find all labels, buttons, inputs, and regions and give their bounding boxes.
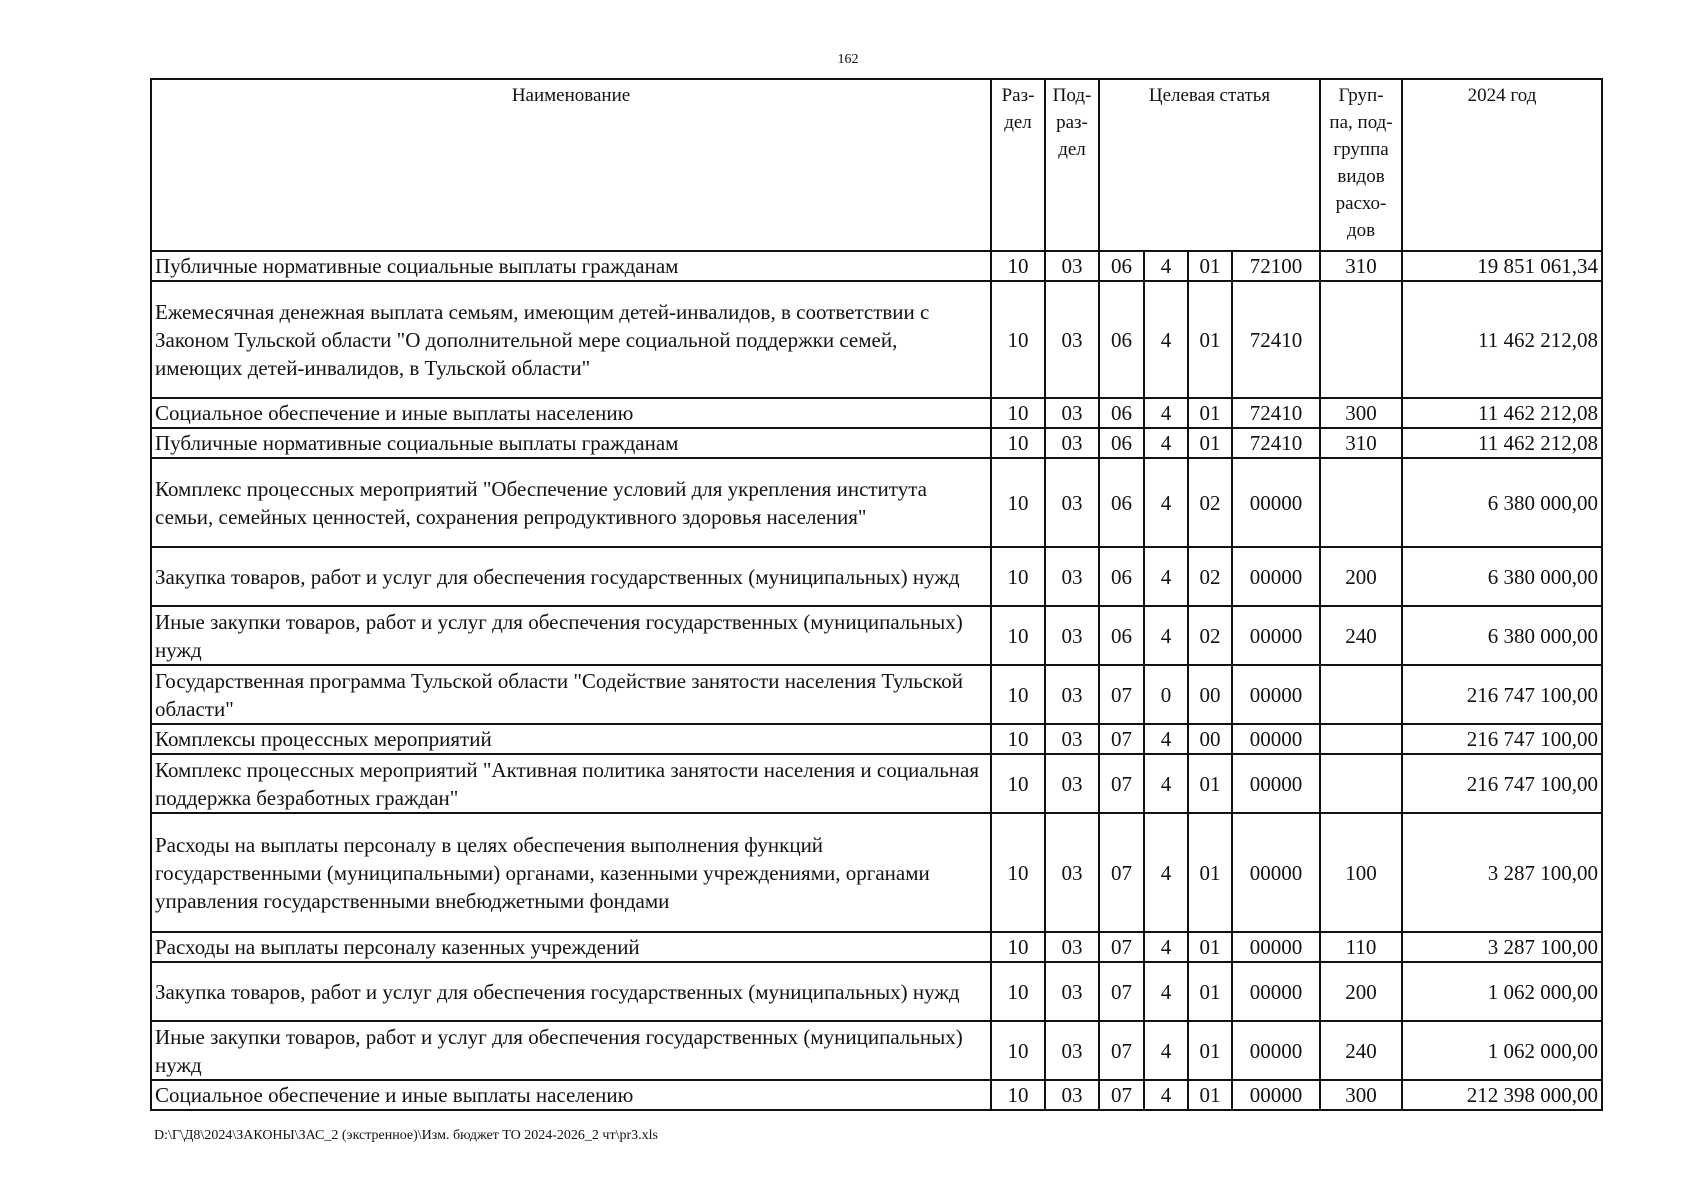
row-razdel: 10 xyxy=(991,281,1045,398)
row-target-element: 01 xyxy=(1188,251,1232,281)
header-tselevaya-statya: Целевая статья xyxy=(1099,79,1320,251)
row-razdel: 10 xyxy=(991,962,1045,1021)
file-path-footer: D:\Г\Д8\2024\ЗАКОНЫ\ЗАС_2 (экстренное)\Изм. бюджет ТО 2024-2026_2 чт\pr3.xls xyxy=(154,1128,658,1143)
row-expense-group: 200 xyxy=(1320,962,1402,1021)
row-target-program: 06 xyxy=(1099,428,1144,458)
row-name: Расходы на выплаты персоналу казенных учреждений xyxy=(151,932,991,962)
row-target-element: 01 xyxy=(1188,428,1232,458)
row-podrazdel: 03 xyxy=(1045,813,1099,932)
row-name: Социальное обеспечение и иные выплаты населению xyxy=(151,1080,991,1110)
row-razdel: 10 xyxy=(991,398,1045,428)
row-target-type: 4 xyxy=(1144,458,1188,547)
table-row xyxy=(151,458,1602,547)
row-podrazdel: 03 xyxy=(1045,754,1099,813)
table-row xyxy=(151,724,1602,754)
row-amount: 216 747 100,00 xyxy=(1402,754,1602,813)
row-target-type: 4 xyxy=(1144,547,1188,606)
row-target-direction: 00000 xyxy=(1232,1021,1320,1080)
budget-table xyxy=(150,78,1603,1111)
header-podrazdel: Под- раз- дел xyxy=(1045,79,1099,251)
row-amount: 11 462 212,08 xyxy=(1402,398,1602,428)
row-target-program: 06 xyxy=(1099,458,1144,547)
row-target-program: 07 xyxy=(1099,1080,1144,1110)
header-gruppa-vidov-raskhodov: Груп- па, под- группа видов расхо- дов xyxy=(1320,79,1402,251)
row-target-direction: 00000 xyxy=(1232,665,1320,724)
row-amount: 11 462 212,08 xyxy=(1402,428,1602,458)
row-target-program: 06 xyxy=(1099,547,1144,606)
row-target-direction: 00000 xyxy=(1232,932,1320,962)
row-target-direction: 00000 xyxy=(1232,813,1320,932)
row-target-element: 01 xyxy=(1188,754,1232,813)
row-expense-group xyxy=(1320,281,1402,398)
row-razdel: 10 xyxy=(991,1021,1045,1080)
table-row xyxy=(151,813,1602,932)
table-row xyxy=(151,606,1602,665)
row-target-type: 4 xyxy=(1144,724,1188,754)
row-amount: 216 747 100,00 xyxy=(1402,724,1602,754)
row-target-element: 01 xyxy=(1188,962,1232,1021)
row-target-direction: 72410 xyxy=(1232,281,1320,398)
row-target-type: 4 xyxy=(1144,251,1188,281)
row-target-program: 06 xyxy=(1099,251,1144,281)
row-target-type: 4 xyxy=(1144,1080,1188,1110)
row-amount: 6 380 000,00 xyxy=(1402,458,1602,547)
row-razdel: 10 xyxy=(991,1080,1045,1110)
row-amount: 1 062 000,00 xyxy=(1402,1021,1602,1080)
row-podrazdel: 03 xyxy=(1045,398,1099,428)
row-amount: 11 462 212,08 xyxy=(1402,281,1602,398)
row-razdel: 10 xyxy=(991,724,1045,754)
row-expense-group: 310 xyxy=(1320,251,1402,281)
row-name: Публичные нормативные социальные выплаты гражданам xyxy=(151,251,991,281)
row-name: Иные закупки товаров, работ и услуг для обеспечения государственных (муниципальных) нужд xyxy=(151,606,991,665)
row-podrazdel: 03 xyxy=(1045,1021,1099,1080)
row-expense-group: 240 xyxy=(1320,606,1402,665)
row-expense-group xyxy=(1320,724,1402,754)
row-target-direction: 00000 xyxy=(1232,1080,1320,1110)
table-row xyxy=(151,398,1602,428)
table-header-row xyxy=(151,79,1602,251)
row-target-program: 07 xyxy=(1099,813,1144,932)
row-target-direction: 00000 xyxy=(1232,458,1320,547)
row-expense-group: 240 xyxy=(1320,1021,1402,1080)
row-target-program: 07 xyxy=(1099,932,1144,962)
row-amount: 3 287 100,00 xyxy=(1402,932,1602,962)
table-row xyxy=(151,547,1602,606)
row-target-direction: 00000 xyxy=(1232,606,1320,665)
row-razdel: 10 xyxy=(991,813,1045,932)
row-podrazdel: 03 xyxy=(1045,281,1099,398)
row-razdel: 10 xyxy=(991,458,1045,547)
row-name: Закупка товаров, работ и услуг для обеспечения государственных (муниципальных) нужд xyxy=(151,962,991,1021)
row-target-type: 0 xyxy=(1144,665,1188,724)
row-target-type: 4 xyxy=(1144,754,1188,813)
row-expense-group xyxy=(1320,754,1402,813)
row-target-type: 4 xyxy=(1144,606,1188,665)
row-podrazdel: 03 xyxy=(1045,251,1099,281)
row-target-element: 02 xyxy=(1188,547,1232,606)
row-name: Социальное обеспечение и иные выплаты населению xyxy=(151,398,991,428)
row-name: Государственная программа Тульской области "Содействие занятости населения Тульской области" xyxy=(151,665,991,724)
row-target-direction: 00000 xyxy=(1232,754,1320,813)
row-target-direction: 72410 xyxy=(1232,398,1320,428)
row-name: Иные закупки товаров, работ и услуг для обеспечения государственных (муниципальных) нужд xyxy=(151,1021,991,1080)
row-expense-group xyxy=(1320,665,1402,724)
row-target-element: 01 xyxy=(1188,813,1232,932)
row-target-program: 07 xyxy=(1099,754,1144,813)
row-razdel: 10 xyxy=(991,932,1045,962)
row-target-element: 01 xyxy=(1188,398,1232,428)
row-target-program: 07 xyxy=(1099,665,1144,724)
row-razdel: 10 xyxy=(991,665,1045,724)
row-podrazdel: 03 xyxy=(1045,724,1099,754)
row-target-program: 06 xyxy=(1099,281,1144,398)
row-podrazdel: 03 xyxy=(1045,1080,1099,1110)
table-row xyxy=(151,754,1602,813)
row-razdel: 10 xyxy=(991,428,1045,458)
row-target-element: 01 xyxy=(1188,1021,1232,1080)
row-name: Публичные нормативные социальные выплаты гражданам xyxy=(151,428,991,458)
row-amount: 3 287 100,00 xyxy=(1402,813,1602,932)
row-name: Комплексы процессных мероприятий xyxy=(151,724,991,754)
row-target-program: 07 xyxy=(1099,962,1144,1021)
table-body xyxy=(151,251,1602,1110)
row-name: Ежемесячная денежная выплата семьям, имеющим детей-инвалидов, в соответствии с Законом Тульской области "О дополнительной мере социальной поддержки семей, имеющих детей-инвалидов, в Тульской области" xyxy=(151,281,991,398)
table-row xyxy=(151,1080,1602,1110)
row-target-direction: 72100 xyxy=(1232,251,1320,281)
row-podrazdel: 03 xyxy=(1045,428,1099,458)
table-row xyxy=(151,1021,1602,1080)
row-amount: 1 062 000,00 xyxy=(1402,962,1602,1021)
table-row xyxy=(151,962,1602,1021)
row-target-element: 00 xyxy=(1188,724,1232,754)
row-podrazdel: 03 xyxy=(1045,962,1099,1021)
row-target-element: 00 xyxy=(1188,665,1232,724)
row-target-type: 4 xyxy=(1144,813,1188,932)
row-expense-group: 310 xyxy=(1320,428,1402,458)
row-razdel: 10 xyxy=(991,251,1045,281)
row-amount: 216 747 100,00 xyxy=(1402,665,1602,724)
row-target-element: 01 xyxy=(1188,281,1232,398)
row-amount: 6 380 000,00 xyxy=(1402,547,1602,606)
row-target-program: 06 xyxy=(1099,606,1144,665)
row-target-type: 4 xyxy=(1144,281,1188,398)
row-target-element: 01 xyxy=(1188,1080,1232,1110)
table-row xyxy=(151,665,1602,724)
table-row xyxy=(151,281,1602,398)
row-target-direction: 00000 xyxy=(1232,724,1320,754)
row-expense-group: 300 xyxy=(1320,1080,1402,1110)
row-razdel: 10 xyxy=(991,754,1045,813)
row-podrazdel: 03 xyxy=(1045,606,1099,665)
row-target-type: 4 xyxy=(1144,932,1188,962)
row-target-element: 02 xyxy=(1188,458,1232,547)
row-razdel: 10 xyxy=(991,547,1045,606)
header-year: 2024 год xyxy=(1402,79,1602,251)
row-target-type: 4 xyxy=(1144,1021,1188,1080)
page-number: 162 xyxy=(837,52,859,67)
row-name: Комплекс процессных мероприятий "Обеспечение условий для укрепления института семьи, семейных ценностей, сохранения репродуктивного здоровья населения" xyxy=(151,458,991,547)
row-expense-group xyxy=(1320,458,1402,547)
row-target-element: 01 xyxy=(1188,932,1232,962)
row-amount: 6 380 000,00 xyxy=(1402,606,1602,665)
row-razdel: 10 xyxy=(991,606,1045,665)
row-target-program: 06 xyxy=(1099,398,1144,428)
row-target-direction: 72410 xyxy=(1232,428,1320,458)
row-expense-group: 300 xyxy=(1320,398,1402,428)
row-target-program: 07 xyxy=(1099,724,1144,754)
row-target-type: 4 xyxy=(1144,398,1188,428)
row-target-program: 07 xyxy=(1099,1021,1144,1080)
row-amount: 212 398 000,00 xyxy=(1402,1080,1602,1110)
row-podrazdel: 03 xyxy=(1045,547,1099,606)
row-expense-group: 200 xyxy=(1320,547,1402,606)
row-name: Расходы на выплаты персоналу в целях обеспечения выполнения функций государственными (муниципальными) органами, казенными учреждениями, органами управления государственными внебюджетными фондами xyxy=(151,813,991,932)
row-target-element: 02 xyxy=(1188,606,1232,665)
row-podrazdel: 03 xyxy=(1045,458,1099,547)
row-target-direction: 00000 xyxy=(1232,547,1320,606)
row-podrazdel: 03 xyxy=(1045,665,1099,724)
row-name: Комплекс процессных мероприятий "Активная политика занятости населения и социальная поддержка безработных граждан" xyxy=(151,754,991,813)
row-expense-group: 110 xyxy=(1320,932,1402,962)
row-podrazdel: 03 xyxy=(1045,932,1099,962)
header-name: Наименование xyxy=(151,79,991,251)
row-target-type: 4 xyxy=(1144,962,1188,1021)
row-target-type: 4 xyxy=(1144,428,1188,458)
row-expense-group: 100 xyxy=(1320,813,1402,932)
row-target-direction: 00000 xyxy=(1232,962,1320,1021)
header-razdel: Раз- дел xyxy=(991,79,1045,251)
row-name: Закупка товаров, работ и услуг для обеспечения государственных (муниципальных) нужд xyxy=(151,547,991,606)
table-row xyxy=(151,932,1602,962)
table-row xyxy=(151,251,1602,281)
row-amount: 19 851 061,34 xyxy=(1402,251,1602,281)
table-row xyxy=(151,428,1602,458)
